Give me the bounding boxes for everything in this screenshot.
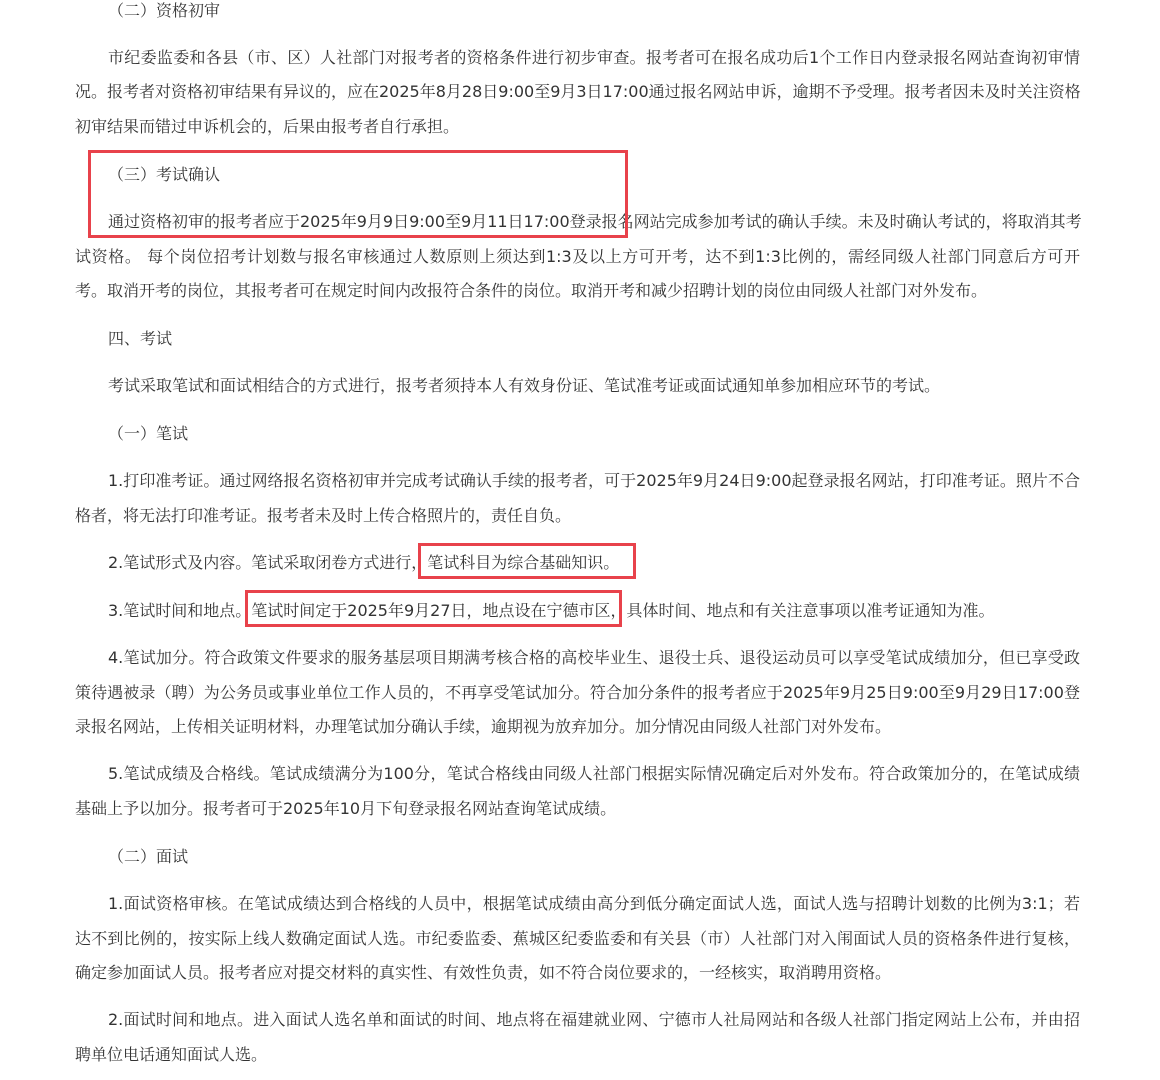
paragraph-line: 况。报考者对资格初审结果有异议的，应在2025年8月28日9:00至9月3日17:00通过报名网站申诉，逾期不予受理。报考者因未及时关注资格 <box>75 82 1081 101</box>
paragraph-line: 2.面试时间和地点。进入面试人选名单和面试的时间、地点将在福建就业网、宁德市人社局网站和各级人社部门指定网站上公布，并由招 <box>108 1010 1080 1029</box>
paragraph-line: 确定参加面试人员。报考者应对提交材料的真实性、有效性负责，如不符合岗位要求的，一经核实，取消聘用资格。 <box>75 963 892 982</box>
section-heading-qualification-review: （二）资格初审 <box>108 1 221 20</box>
section-heading-exam-confirmation: （三）考试确认 <box>108 165 221 184</box>
paragraph-line: 格者，将无法打印准考证。报考者未及时上传合格照片的，责任自负。 <box>75 506 572 525</box>
paragraph-line: 考试采取笔试和面试相结合的方式进行，报考者须持本人有效身份证、笔试准考证或面试通知单参加相应环节的考试。 <box>108 376 941 395</box>
paragraph-line: 聘单位电话通知面试人选。 <box>75 1045 268 1064</box>
paragraph-line: 考。取消开考的岗位，其报考者可在规定时间内改报符合条件的岗位。取消开考和减少招聘计划的岗位由同级人社部门对外发布。 <box>75 281 988 300</box>
paragraph-line: 4.笔试加分。符合政策文件要求的服务基层项目期满考核合格的高校毕业生、退役士兵、退役运动员可以享受笔试成绩加分，但已享受政 <box>108 648 1080 667</box>
paragraph-line: 基础上予以加分。报考者可于2025年10月下旬登录报名网站查询笔试成绩。 <box>75 799 617 818</box>
paragraph-line: 录报名网站，上传相关证明材料，办理笔试加分确认手续，逾期视为放弃加分。加分情况由同级人社部门对外发布。 <box>75 717 892 736</box>
paragraph-line: 达不到比例的，按实际上线人数确定面试人选。市纪委监委、蕉城区纪委监委和有关县（市）人社部门对入闱面试人员的资格条件进行复核， <box>75 929 1080 948</box>
section-heading-interview: （二）面试 <box>108 847 189 866</box>
paragraph-line: 市纪委监委和各县（市、区）人社部门对报考者的资格条件进行初步审查。报考者可在报名成功后1个工作日内登录报名网站查询初审情 <box>108 48 1080 67</box>
paragraph-line: 2.笔试形式及内容。笔试采取闭卷方式进行，笔试科目为综合基础知识。 <box>108 553 620 572</box>
paragraph-line: 3.笔试时间和地点。笔试时间定于2025年9月27日，地点设在宁德市区，具体时间、地点和有关注意事项以准考证通知为准。 <box>108 601 995 620</box>
paragraph-line: 1.面试资格审核。在笔试成绩达到合格线的人员中，根据笔试成绩由高分到低分确定面试人选，面试人选与招聘计划数的比例为3:1；若 <box>108 894 1080 913</box>
section-heading-written-exam: （一）笔试 <box>108 424 189 443</box>
paragraph-line: 试资格。 每个岗位招考计划数与报名审核通过人数原则上须达到1:3及以上方可开考，达不到1:3比例的，需经同级人社部门同意后方可开 <box>75 247 1080 266</box>
paragraph-line: 策待遇被录（聘）为公务员或事业单位工作人员的，不再享受笔试加分。符合加分条件的报考者应于2025年9月25日9:00至9月29日17:00登 <box>75 683 1080 702</box>
section-heading-exam: 四、考试 <box>108 329 173 348</box>
paragraph-line: 通过资格初审的报考者应于2025年9月9日9:00至9月11日17:00登录报名网站完成参加考试的确认手续。未及时确认考试的，将取消其考 <box>108 212 1082 231</box>
paragraph-line: 初审结果而错过申诉机会的，后果由报考者自行承担。 <box>75 117 460 136</box>
paragraph-line: 5.笔试成绩及合格线。笔试成绩满分为100分，笔试合格线由同级人社部门根据实际情况确定后对外发布。符合政策加分的，在笔试成绩 <box>108 764 1080 783</box>
paragraph-line: 1.打印准考证。通过网络报名资格初审并完成考试确认手续的报考者，可于2025年9月24日9:00起登录报名网站，打印准考证。照片不合 <box>108 471 1080 490</box>
